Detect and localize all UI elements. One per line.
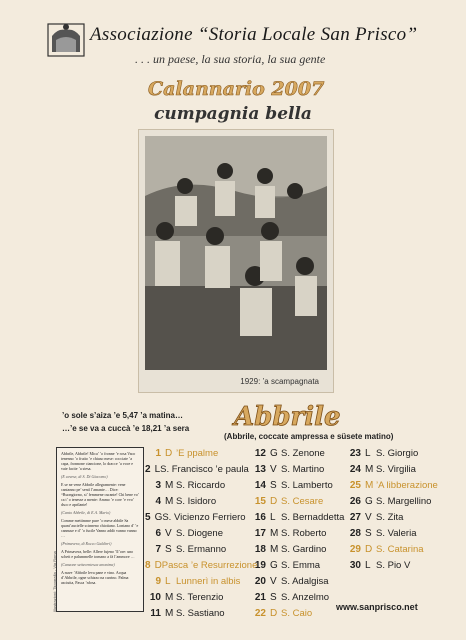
day-number: 14	[254, 480, 266, 491]
day-saint: S. Giorgio	[376, 448, 419, 459]
poem-stanza: A Primavera, belle: Allere fujeno ’ll’ore: uno schett e palummelle tornano a fà l’ammore …	[61, 549, 135, 559]
calendar-day	[250, 558, 350, 574]
day-saint: S. Zenone	[281, 448, 325, 459]
weekday-letter: D	[165, 448, 173, 459]
day-saint: S. Bernaddetta	[281, 512, 345, 523]
calendar-day	[145, 494, 245, 510]
calendar-day	[145, 542, 245, 558]
day-saint: S. Vicienzo Ferriero	[162, 512, 246, 523]
day-saint: S. Cesare	[281, 496, 324, 507]
day-number: 1	[155, 448, 161, 459]
association-motto: . . . un paese, la sua storia, la sua gente	[135, 52, 326, 66]
day-number: 23	[349, 448, 361, 459]
day-number: 12	[254, 448, 266, 459]
calendar-day	[345, 446, 445, 462]
calendar-day	[250, 510, 350, 526]
calendar-day	[345, 526, 445, 542]
group-photo	[145, 136, 327, 370]
weekday-letter: M	[165, 480, 174, 491]
day-number: 18	[254, 544, 266, 555]
website-link[interactable]: www.sanprisco.net	[336, 602, 418, 612]
poem-citation: (Primavera, di Rocco Galdieri)	[61, 541, 112, 546]
day-number: 28	[349, 528, 361, 539]
day-number: 13	[254, 464, 266, 475]
calendar-day	[345, 478, 445, 494]
weekday-letter: G	[270, 448, 278, 459]
weekday-letter: V	[270, 464, 277, 475]
day-number: 22	[254, 608, 266, 619]
calendar-day	[145, 558, 258, 574]
day-saint: S. Gardino	[281, 544, 327, 555]
calendar-day	[145, 574, 245, 590]
weekday-letter: M	[165, 592, 174, 603]
day-number: 27	[349, 512, 361, 523]
weekday-letter: M	[270, 528, 279, 539]
weekday-letter: G	[154, 512, 163, 523]
day-number: 26	[349, 496, 361, 507]
day-saint: Lunnerì in albis	[176, 576, 241, 587]
calendar-day	[250, 446, 350, 462]
day-number: 3	[155, 480, 161, 491]
day-saint: S. Virgilia	[376, 464, 416, 475]
calendar-day	[145, 606, 245, 622]
calendar-day	[145, 510, 245, 526]
day-saint: S. Pio V	[376, 560, 411, 571]
day-saint: S. Valeria	[376, 528, 417, 539]
weekday-letter: G	[270, 560, 278, 571]
calendar-column-3	[345, 446, 445, 574]
calendar-day	[145, 446, 245, 462]
weekday-letter: L	[365, 560, 371, 571]
day-saint: ’A libberazione	[376, 480, 438, 491]
weekday-letter: M	[165, 608, 174, 619]
calendar-day	[345, 542, 445, 558]
day-number: 11	[150, 608, 161, 619]
weekday-letter: S	[270, 592, 277, 603]
poem-citation: (Canto Abbrile, di E.A. Mario)	[61, 510, 111, 515]
calendar-day	[250, 590, 350, 606]
day-number: 15	[254, 496, 266, 507]
day-number: 25	[349, 480, 361, 491]
calendar-day	[250, 478, 350, 494]
weekday-letter: S	[365, 528, 372, 539]
day-saint: S. Anzelmo	[281, 592, 330, 603]
calendar-day	[250, 606, 350, 622]
calendar-day	[345, 494, 445, 510]
day-saint: Pasca ’e Resurrezione	[161, 560, 258, 571]
weekday-letter: L	[154, 464, 161, 475]
day-number: 19	[254, 560, 266, 571]
calendar-day	[345, 558, 445, 574]
day-saint: S. Roberto	[281, 528, 327, 539]
weekday-letter: S	[270, 480, 277, 491]
day-number: 17	[254, 528, 266, 539]
weekday-letter: L	[270, 512, 276, 523]
calendar-day	[250, 462, 350, 478]
day-number: 29	[349, 544, 361, 555]
calendar-day	[145, 526, 245, 542]
day-saint: S. Martino	[281, 464, 325, 475]
poem-stanza: Abbrile, Abbrile! Mica’ ’o fronne ’e rosa Vaco tenenno ’o frutto ’e chiuso mese: cocciate ’a capa, fronnone ciancione, lo dracce ’a voce e vaie facite ’a stesa.	[61, 451, 136, 471]
day-number: 9	[155, 576, 161, 587]
weekday-letter: G	[365, 496, 373, 507]
poem-box	[56, 447, 144, 612]
day-saint: S. Caio	[281, 608, 313, 619]
day-saint: S. Isidoro	[176, 496, 217, 507]
day-saint: S. Margellino	[376, 496, 432, 507]
day-number: 10	[149, 592, 161, 603]
weekday-letter: L	[165, 576, 171, 587]
calendar-day	[345, 510, 445, 526]
header	[0, 0, 466, 140]
calendar-day	[250, 542, 350, 558]
weekday-letter: S	[165, 544, 172, 555]
photo-frame	[139, 130, 333, 392]
day-number: 20	[254, 576, 266, 587]
association-name: Associazione “Storia Locale San Prisco”	[90, 24, 418, 45]
calendar-day	[250, 494, 350, 510]
poem-citation: (Canzone settecentesca anonima)	[61, 562, 115, 567]
weekday-letter: D	[365, 544, 373, 555]
weekday-letter: M	[165, 496, 174, 507]
day-number: 16	[254, 512, 266, 523]
day-number: 8	[145, 560, 151, 571]
weekday-letter: D	[270, 608, 278, 619]
weekday-letter: V	[270, 576, 277, 587]
calendar-day	[145, 478, 245, 494]
sunset-text: …’e se va a cuccà ’e 18,21 ’a sera	[62, 424, 190, 433]
day-number: 7	[155, 544, 161, 555]
month-name: Abbrile	[234, 402, 341, 432]
day-saint: S. Zita	[376, 512, 404, 523]
association-logo-icon	[44, 18, 88, 60]
weekday-letter: M	[270, 544, 279, 555]
day-saint: S. Catarina	[376, 544, 424, 555]
calendar-day	[345, 462, 445, 478]
day-saint: S. Adalgisa	[281, 576, 329, 587]
day-saint: S. Riccardo	[176, 480, 226, 491]
day-number: 24	[349, 464, 361, 475]
vertical-credit: Illustrazioni: Tipografia - Via Roma	[52, 551, 57, 612]
calendar-title: Calannario 2007	[148, 78, 325, 100]
calendar-day	[145, 462, 249, 478]
day-saint: S. Terenzio	[176, 592, 224, 603]
calendar-subtitle: cumpagnia bella	[154, 104, 312, 124]
weekday-letter: M	[365, 464, 374, 475]
day-saint: S. Ermanno	[176, 544, 227, 555]
calendar-day	[250, 574, 350, 590]
day-number: 5	[145, 512, 151, 523]
day-saint: S. Diogene	[176, 528, 224, 539]
poem-stanza: Comme mettimme pure ’o mese abbile Sa quant’aucielle scinneno chiotiano. Lontano d’ ’e cannuse e d’ ’o fucile Vanno addò vanno vanno …	[61, 518, 139, 538]
day-number: 2	[145, 464, 151, 475]
day-saint: ’E ppalme	[176, 448, 219, 459]
day-saint: S. Emma	[281, 560, 321, 571]
day-saint: S. Francisco ’e paula	[160, 464, 249, 475]
photo-caption: 1929: ’a scampagnata	[240, 377, 319, 386]
calendar-column-1	[145, 446, 258, 622]
poem-stanza: A nuve ’Abbrile leva pane e vino. Acqua d’Abbrile, ogne schizzo na carrino. Palma asciutta, Pasca ’nfosa.	[61, 570, 129, 585]
weekday-letter: D	[270, 496, 278, 507]
weekday-letter: M	[365, 480, 374, 491]
day-number: 4	[155, 496, 161, 507]
day-number: 6	[155, 528, 161, 539]
group-photo-image	[145, 136, 327, 370]
month-proverb: (Abbrile, coccate ampressa e süsete matino)	[224, 432, 394, 441]
calendar-day	[145, 590, 245, 606]
poem-citation: (E cavese, di S. Di Giacomo)	[61, 474, 108, 479]
weekday-letter: V	[365, 512, 372, 523]
day-saint: S. Lamberto	[281, 480, 333, 491]
calendar-day	[250, 526, 350, 542]
day-saint: S. Sastiano	[176, 608, 225, 619]
poem-stanza: E se ne vene Abbrile allegramente: vene cantanno pe’ sentí l’amante… Dice: “Buongiorno, si’ femmene curante! Chi bene vo’ ca t’ o tenesse a mente: Ammo ’e core ’e vvo’ dsco e aprilante!	[61, 482, 139, 507]
day-number: 30	[349, 560, 361, 571]
weekday-letter: L	[365, 448, 371, 459]
day-number: 21	[254, 592, 266, 603]
weekday-letter: V	[165, 528, 172, 539]
weekday-letter: D	[154, 560, 162, 571]
calendar-column-2	[250, 446, 350, 622]
sunrise-text: ’o sole s’aiza ’e 5,47 ’a matina…	[62, 411, 183, 420]
